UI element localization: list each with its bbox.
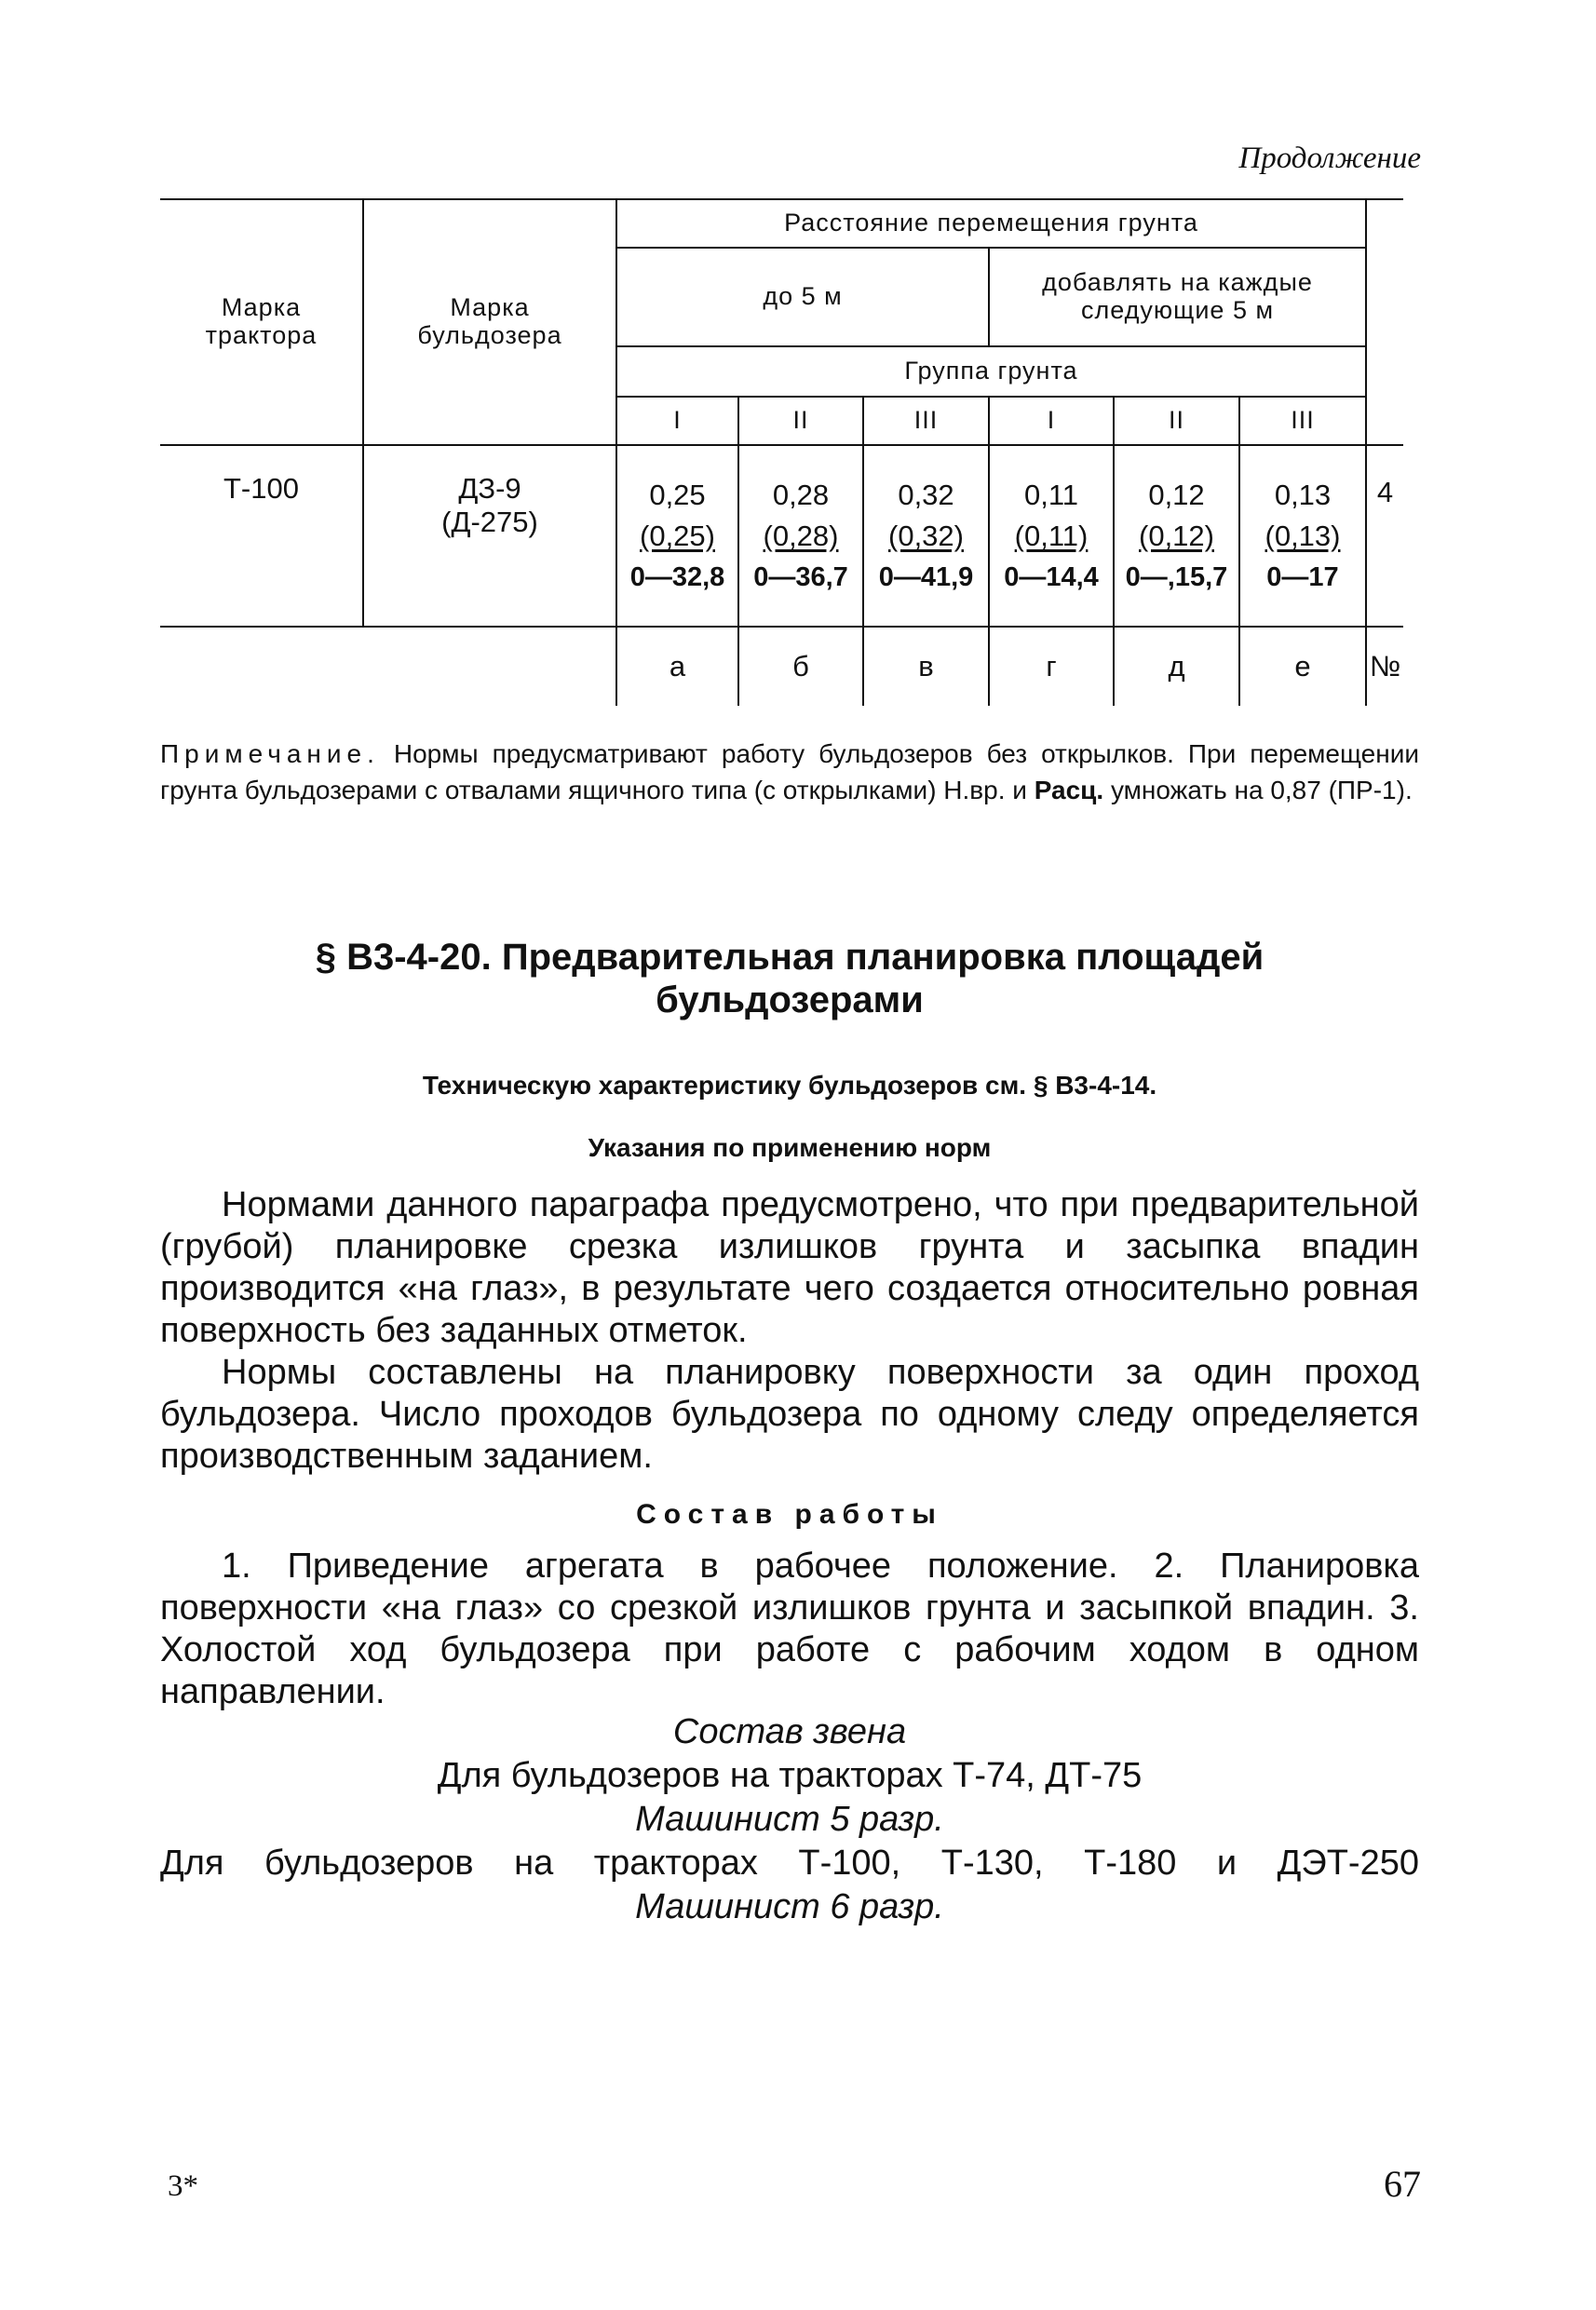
table-note <box>160 736 1419 808</box>
group-label: II <box>738 397 863 445</box>
column-letter: д <box>1114 627 1239 706</box>
norm-paren: (0,32) <box>888 519 964 552</box>
header-upto5: до 5 м <box>616 248 989 346</box>
norm-paren: (0,12) <box>1139 519 1214 552</box>
crew-role-2: Машинист 6 разр. <box>635 1887 944 1926</box>
crew-line-1: Для бульдозеров на тракторах Т-74, ДТ-75 <box>437 1756 1143 1795</box>
norm-cell <box>1114 445 1239 627</box>
guide-paragraph-2-text: Нормы составлены на планировку поверхности за один проход бульдозера. Число проходов бульдозера по одному следу определяется производственным заданием. <box>160 1353 1419 1476</box>
norm-paren: (0,13) <box>1265 519 1341 552</box>
norm-value: 0,11 <box>1023 478 1079 511</box>
note-bold: Расц. <box>1034 776 1104 804</box>
norm-value: 0,13 <box>1274 478 1332 511</box>
section-title-line-2: бульдозерами <box>656 979 924 1020</box>
header-blank <box>1366 199 1403 445</box>
group-label: III <box>863 397 989 445</box>
guide-paragraph-1-text: Нормами данного параграфа предусмотрено, что при предварительной (грубой) планировке срезка излишков грунта и засыпка впадин производится «на глаз», в результате чего создается относительно ровная поверхность без заданных отметок. <box>160 1185 1419 1350</box>
guide-heading: Указания по применению норм <box>588 1133 992 1162</box>
rate-value: 0—41,9 <box>878 561 974 592</box>
guide-paragraph-2 <box>160 1352 1419 1478</box>
work-paragraph <box>160 1546 1419 1713</box>
header-tractor: Марка трактора <box>160 199 363 445</box>
header-bulldozer: Марка бульдозера <box>363 199 616 445</box>
row-number: 4 <box>1366 445 1403 627</box>
note-text: Нормы предусматривают работу бульдозеров без открылков. При перемещении грунта бульдозерами с отвалами ящичного типа (с открылками) Н.вр. и <box>160 739 1419 804</box>
norm-paren: (0,28) <box>763 519 839 552</box>
continuation-label: Продолжение <box>1238 142 1421 175</box>
work-heading: Состав работы <box>636 1499 943 1530</box>
crew-line-2: Для бульдозеров на тракторах Т-100, Т-130, Т-180 и ДЭТ-250 <box>160 1844 1419 1883</box>
tractor-cell: Т-100 <box>160 445 363 627</box>
work-paragraph-text: 1. Приведение агрегата в рабочее положение. 2. Планировка поверхности «на глаз» со срезкой излишков грунта и засыпкой впадин. 3. Холостой ход бульдозера при работе с рабочим ходом в одном направлении. <box>160 1547 1419 1711</box>
norm-value: 0,25 <box>649 478 706 511</box>
norm-value: 0,12 <box>1148 478 1205 511</box>
column-letter: е <box>1239 627 1366 706</box>
section-title <box>160 936 1419 1021</box>
norm-paren: (0,25) <box>640 519 715 552</box>
bulldozer-cell <box>363 445 616 627</box>
column-letter: а <box>616 627 738 706</box>
rate-value: 0—32,8 <box>629 561 725 592</box>
note-text-end: умножать на 0,87 (ПР-1). <box>1103 776 1413 804</box>
group-label: I <box>616 397 738 445</box>
norm-cell <box>989 445 1114 627</box>
norms-table <box>160 198 1403 706</box>
tech-reference: Техническую характеристику бульдозеров см. § В3-4-14. <box>422 1071 1157 1100</box>
bulldozer-model-alt: (Д-275) <box>441 505 538 538</box>
group-label: III <box>1239 397 1366 445</box>
rate-value: 0—14,4 <box>1004 561 1099 592</box>
norm-value: 0,28 <box>772 478 830 511</box>
bulldozer-model: ДЗ-9 <box>458 472 521 505</box>
group-label: I <box>989 397 1114 445</box>
rate-value: 0—36,7 <box>753 561 848 592</box>
footer-blank <box>363 627 616 706</box>
section-title-line-1: § В3-4-20. Предварительная планировка площадей <box>315 937 1265 978</box>
group-label: II <box>1114 397 1239 445</box>
number-label: № <box>1366 627 1403 706</box>
norm-cell <box>863 445 989 627</box>
guide-paragraph-1 <box>160 1184 1419 1352</box>
norm-cell <box>616 445 738 627</box>
column-letter: б <box>738 627 863 706</box>
header-group: Группа грунта <box>616 346 1366 397</box>
note-label: Примечание. <box>160 739 380 768</box>
norm-cell <box>738 445 863 627</box>
page-number: 67 <box>1384 2163 1421 2205</box>
norm-paren: (0,11) <box>1014 519 1089 552</box>
signature-mark: 3* <box>168 2169 198 2203</box>
norm-value: 0,32 <box>898 478 954 511</box>
footer-blank <box>160 627 363 706</box>
rate-value: 0—,15,7 <box>1125 561 1228 592</box>
norm-cell <box>1239 445 1366 627</box>
header-add5: добавлять на каждые следующие 5 м <box>989 248 1366 346</box>
crew-role-1: Машинист 5 разр. <box>635 1800 944 1839</box>
column-letter: в <box>863 627 989 706</box>
header-distance: Расстояние перемещения грунта <box>616 199 1366 248</box>
column-letter: г <box>989 627 1114 706</box>
rate-value: 0—17 <box>1266 561 1339 592</box>
crew-heading: Состав звена <box>672 1712 907 1751</box>
